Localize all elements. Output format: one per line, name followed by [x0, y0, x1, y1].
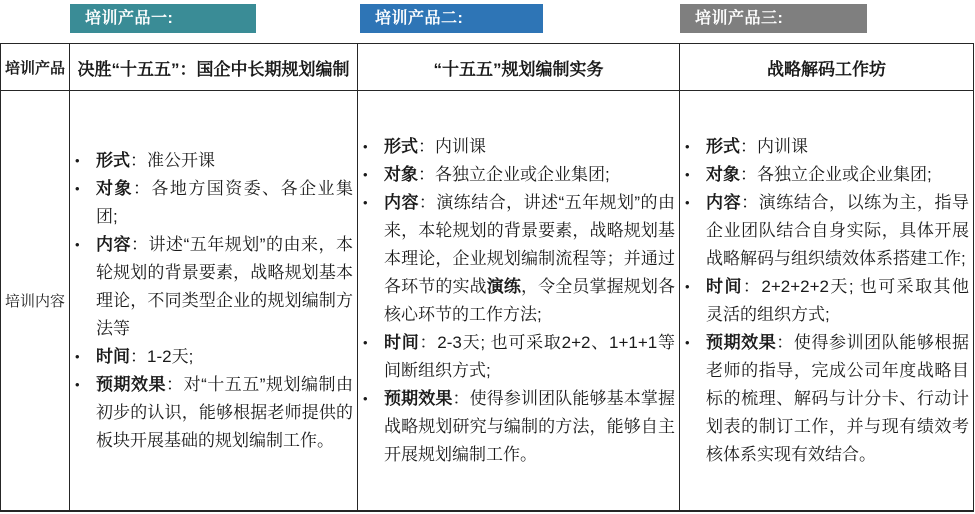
bullet-icon: • — [685, 278, 690, 294]
bullet-icon: • — [75, 376, 80, 392]
item-text: 2+2+2+2天; 也可采取其他灵活的组织方式; — [706, 276, 969, 324]
tab-product-2: 培训产品二: — [360, 4, 543, 33]
content-item: • 形式：内训课 — [682, 133, 969, 161]
row-label-content: 培训内容 — [1, 91, 69, 510]
item-text: 各地方国资委、各企业集团; — [96, 178, 354, 226]
item-text: 2-3天; 也可采取2+2、1+1+1等间断组织方式; — [384, 332, 676, 380]
content-item: • 时间：1-2天; — [72, 343, 353, 371]
item-label: 内容 — [384, 192, 419, 212]
item-label: 对象 — [706, 164, 740, 184]
item-label: 内容 — [706, 192, 742, 212]
bullet-icon: • — [685, 166, 690, 182]
item-text: 内训课 — [757, 136, 808, 156]
item-text: 1-2天; — [147, 346, 194, 366]
item-label: 形式 — [706, 136, 740, 156]
tab-product-1: 培训产品一: — [70, 4, 256, 33]
content-cell-3 — [680, 91, 973, 510]
bullet-icon: • — [75, 152, 80, 168]
content-item: • 预期效果：使得参训团队能够根据老师的指导，完成公司年度战略目标的梳理、解码与计分卡、行动计划表的制订工作，并与现有绩效考核体系实现有效结合。 — [682, 329, 969, 469]
product-title-1: 决胜“十五五”：国企中长期规划编制 — [70, 44, 357, 90]
item-text: 准公开课 — [147, 150, 215, 170]
bullet-icon: • — [75, 348, 80, 364]
content-item: • 预期效果：使得参训团队能够基本掌握战略规划研究与编制的方法，能够自主开展规划编制工作。 — [360, 385, 675, 469]
item-label: 时间 — [96, 346, 130, 366]
header-cell-product: 培训产品 — [1, 44, 69, 90]
content-cell-2 — [358, 91, 679, 510]
bullet-icon: • — [685, 194, 690, 210]
item-text: 演练结合，讲述“五年规划”的由来，本轮规划的背景要素，战略规划基本理论，企业规划编制流程等；并通过各环节的实战 — [384, 192, 675, 296]
product-title-3: 战略解码工作坊 — [680, 44, 973, 90]
item-label: 预期效果 — [706, 332, 777, 352]
bullet-icon: • — [685, 334, 690, 350]
item-label: 时间 — [384, 332, 420, 352]
item-text: 各独立企业或企业集团; — [435, 164, 610, 184]
content-item: • 对象：各独立企业或企业集团; — [682, 161, 969, 189]
item-label: 形式 — [96, 150, 130, 170]
content-item: • 对象：各独立企业或企业集团; — [360, 161, 675, 189]
item-label: 形式 — [384, 136, 418, 156]
item-text: 对“十五五”规划编制由初步的认识，能够根据老师提供的板块开展基础的规划编制工作。 — [96, 374, 353, 450]
bullet-icon: • — [363, 138, 368, 154]
tab-product-3: 培训产品三: — [680, 4, 867, 33]
bullet-icon: • — [75, 180, 80, 196]
item-label: 预期效果 — [384, 388, 453, 408]
item-text: 使得参训团队能够根据老师的指导，完成公司年度战略目标的梳理、解码与计分卡、行动计划表的制订工作，并与现有绩效考核体系实现有效结合。 — [706, 332, 970, 464]
content-item: • 时间：2-3天; 也可采取2+2、1+1+1等间断组织方式; — [360, 329, 675, 385]
content-item: • 对象：各地方国资委、各企业集团; — [72, 175, 353, 231]
item-text: 讲述“五年规划”的由来，本轮规划的背景要素，战略规划基本理论，不同类型企业的规划编制方法等 — [96, 234, 354, 338]
item-text: 演练结合，以练为主，指导企业团队结合自身实际，具体开展战略解码与组织绩效体系搭建工作; — [706, 192, 970, 268]
training-products-table — [0, 43, 974, 512]
content-item: • 内容：演练结合，以练为主，指导企业团队结合自身实际，具体开展战略解码与组织绩效体系搭建工作; — [682, 189, 969, 273]
item-label: 对象 — [384, 164, 418, 184]
item-text: ，令全员掌握规划各核心环节的工作方法; — [384, 276, 675, 324]
item-label: 对象 — [96, 178, 133, 198]
emphasis-text: 演练 — [486, 276, 521, 296]
content-item: • 形式：准公开课 — [72, 147, 353, 175]
item-text: 内训课 — [435, 136, 486, 156]
content-item: • 内容：讲述“五年规划”的由来，本轮规划的背景要素，战略规划基本理论，不同类型企业的规划编制方法等 — [72, 231, 353, 343]
bullet-icon: • — [363, 334, 368, 350]
bullet-icon: • — [363, 390, 368, 406]
bullet-icon: • — [363, 194, 368, 210]
bullet-icon: • — [75, 236, 80, 252]
bullet-icon: • — [685, 138, 690, 154]
content-cell-1 — [70, 91, 357, 510]
content-item: • 预期效果：对“十五五”规划编制由初步的认识，能够根据老师提供的板块开展基础的规划编制工作。 — [72, 371, 353, 455]
product-title-2: “十五五”规划编制实务 — [358, 44, 679, 90]
content-item: • 时间：2+2+2+2天; 也可采取其他灵活的组织方式; — [682, 273, 969, 329]
item-label: 时间 — [706, 276, 743, 296]
content-item: • 内容：演练结合，讲述“五年规划”的由来，本轮规划的背景要素，战略规划基本理论，企业规划编制流程等；并通过各环节的实战演练，令全员掌握规划各核心环节的工作方法; — [360, 189, 675, 329]
content-item: • 形式：内训课 — [360, 133, 675, 161]
bullet-icon: • — [363, 166, 368, 182]
item-text: 各独立企业或企业集团; — [757, 164, 932, 184]
item-text: 使得参训团队能够基本掌握战略规划研究与编制的方法，能够自主开展规划编制工作。 — [384, 388, 675, 464]
item-label: 内容 — [96, 234, 132, 254]
item-label: 预期效果 — [96, 374, 167, 394]
